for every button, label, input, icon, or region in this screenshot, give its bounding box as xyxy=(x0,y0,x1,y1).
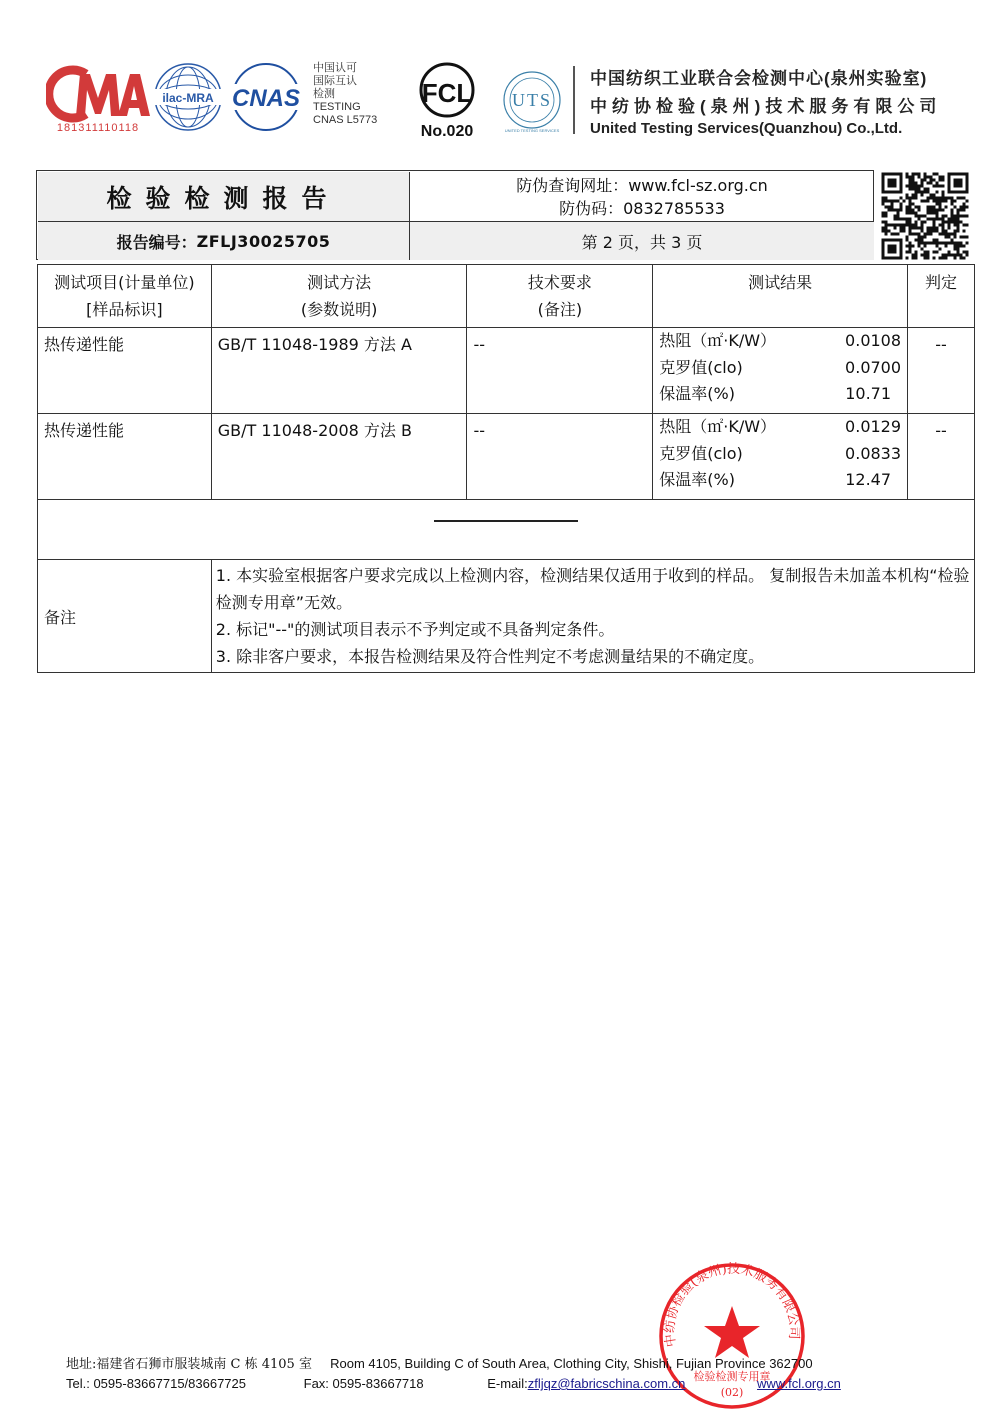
end-of-results xyxy=(38,500,975,560)
header-test-method: 测试方法 (参数说明) xyxy=(211,265,467,328)
report-number xyxy=(38,222,410,260)
table-row xyxy=(38,328,975,414)
result-line: 热阻（㎡·K/W） 0.0108 xyxy=(659,331,902,350)
result-line: 克罗值(clo) 0.0833 xyxy=(659,443,902,463)
svg-text:UNITED TESTING SERVICES: UNITED TESTING SERVICES xyxy=(504,128,560,133)
footer-contacts xyxy=(66,1376,841,1391)
cell-test-method: GB/T 11048-2008 方法 B xyxy=(211,414,467,500)
header-judgement: 判定 xyxy=(908,265,975,328)
cell-results xyxy=(653,328,908,414)
cell-requirement: -- xyxy=(467,328,653,414)
footer-address xyxy=(66,1353,813,1372)
note-item: 1. 本实验室根据客户要求完成以上检测内容，检测结果仅适用于收到的样品。 复制报告未加盖本机构“检验检测专用章”无效。 xyxy=(215,566,970,612)
result-line: 克罗值(clo) 0.0700 xyxy=(659,357,902,377)
cell-judgement: -- xyxy=(908,414,975,500)
report-number-value: ZFLJ30025705 xyxy=(196,231,331,251)
footer-tel: Tel.: 0595-83667715/83667725 xyxy=(66,1376,246,1391)
svg-text:CMA: CMA xyxy=(46,64,49,65)
org-name-en: United Testing Services(Quanzhou) Co.,Ltd. xyxy=(590,120,903,137)
svg-text:ilac-MRA: ilac-MRA xyxy=(162,91,214,105)
header-test-item: 测试项目(计量单位) [样品标识] xyxy=(38,265,212,328)
anti-fake-info xyxy=(410,172,874,222)
notes-row xyxy=(38,560,975,673)
table-row xyxy=(38,414,975,500)
header-result: 测试结果 xyxy=(653,265,908,328)
org-name-cn-2: 中纺协检验(泉州)技术服务有限公司 xyxy=(590,97,942,116)
result-line: 保温率(%) 12.47 xyxy=(659,470,892,489)
cnas-logo xyxy=(226,62,306,132)
svg-text:No.020: No.020 xyxy=(420,123,474,140)
svg-text:FCL: FCL xyxy=(421,78,473,108)
table-header-row xyxy=(38,265,975,328)
footer-fax: Fax: 0595-83667718 xyxy=(303,1376,424,1391)
cell-test-method: GB/T 11048-1989 方法 A xyxy=(211,328,467,414)
cma-logo xyxy=(46,64,150,124)
cnas-accreditation-text: 中国认可 国际互认 检测 TESTING CNAS L5773 xyxy=(313,62,378,126)
notes-content xyxy=(211,560,974,673)
footer-email-link[interactable]: zfljqz@fabricschina.com.cn xyxy=(527,1376,686,1391)
cma-number: 181311110118 xyxy=(56,122,140,134)
anti-fake-code: 防伪码：0832785533 xyxy=(559,199,725,218)
header-divider xyxy=(573,66,575,134)
address-en: Room 4105, Building C of South Area, Clothing City, Shishi, Fujian Province 362700 xyxy=(330,1356,813,1371)
cell-results xyxy=(653,414,908,500)
ilac-mra-logo xyxy=(154,58,222,136)
page-indicator: 第 2 页，共 3 页 xyxy=(410,222,874,260)
cell-test-item: 热传递性能 xyxy=(38,328,212,414)
cell-judgement: -- xyxy=(908,328,975,414)
qr-code-icon[interactable] xyxy=(880,172,970,260)
footer-email-label: E-mail: xyxy=(487,1376,528,1391)
organization-name xyxy=(590,64,941,137)
cell-test-item: 热传递性能 xyxy=(38,414,212,500)
result-line: 保温率(%) 10.71 xyxy=(659,384,892,403)
test-results-table xyxy=(37,264,975,673)
header-requirement: 技术要求 (备注) xyxy=(467,265,653,328)
footer-website-link[interactable]: www.fcl.org.cn xyxy=(757,1376,841,1391)
table-end-row xyxy=(38,500,975,560)
note-item: 3. 除非客户要求，本报告检测结果及符合性判定不考虑测量结果的不确定度。 xyxy=(215,647,765,666)
svg-text:UTS: UTS xyxy=(511,90,553,110)
svg-text:(02): (02) xyxy=(720,1386,744,1399)
report-title: 检验检测报告 xyxy=(38,172,410,222)
address-cn: 地址:福建省石狮市服装城南 C 栋 4105 室 xyxy=(66,1357,312,1372)
svg-text:CNAS: CNAS xyxy=(231,85,301,112)
note-item: 2. 标记"--"的测试项目表示不予判定或不具备判定条件。 xyxy=(215,620,615,639)
anti-fake-url[interactable]: 防伪查询网址：www.fcl-sz.org.cn xyxy=(516,176,768,195)
report-number-label: 报告编号： xyxy=(116,232,197,252)
fcl-logo xyxy=(412,62,482,140)
cell-requirement: -- xyxy=(467,414,653,500)
svg-text:中纺协检验(泉州)技术服务有限公司: 中纺协检验(泉州)技术服务有限公司 xyxy=(662,1262,802,1348)
uts-logo xyxy=(500,66,564,136)
svg-text:检验检测专用章: 检验检测专用章 xyxy=(693,1370,771,1383)
result-line: 热阻（㎡·K/W） 0.0129 xyxy=(659,417,902,436)
notes-label: 备注 xyxy=(38,560,212,673)
org-name-cn-1: 中国纺织工业联合会检测中心(泉州实验室) xyxy=(590,69,928,88)
end-mark-line xyxy=(434,520,578,522)
